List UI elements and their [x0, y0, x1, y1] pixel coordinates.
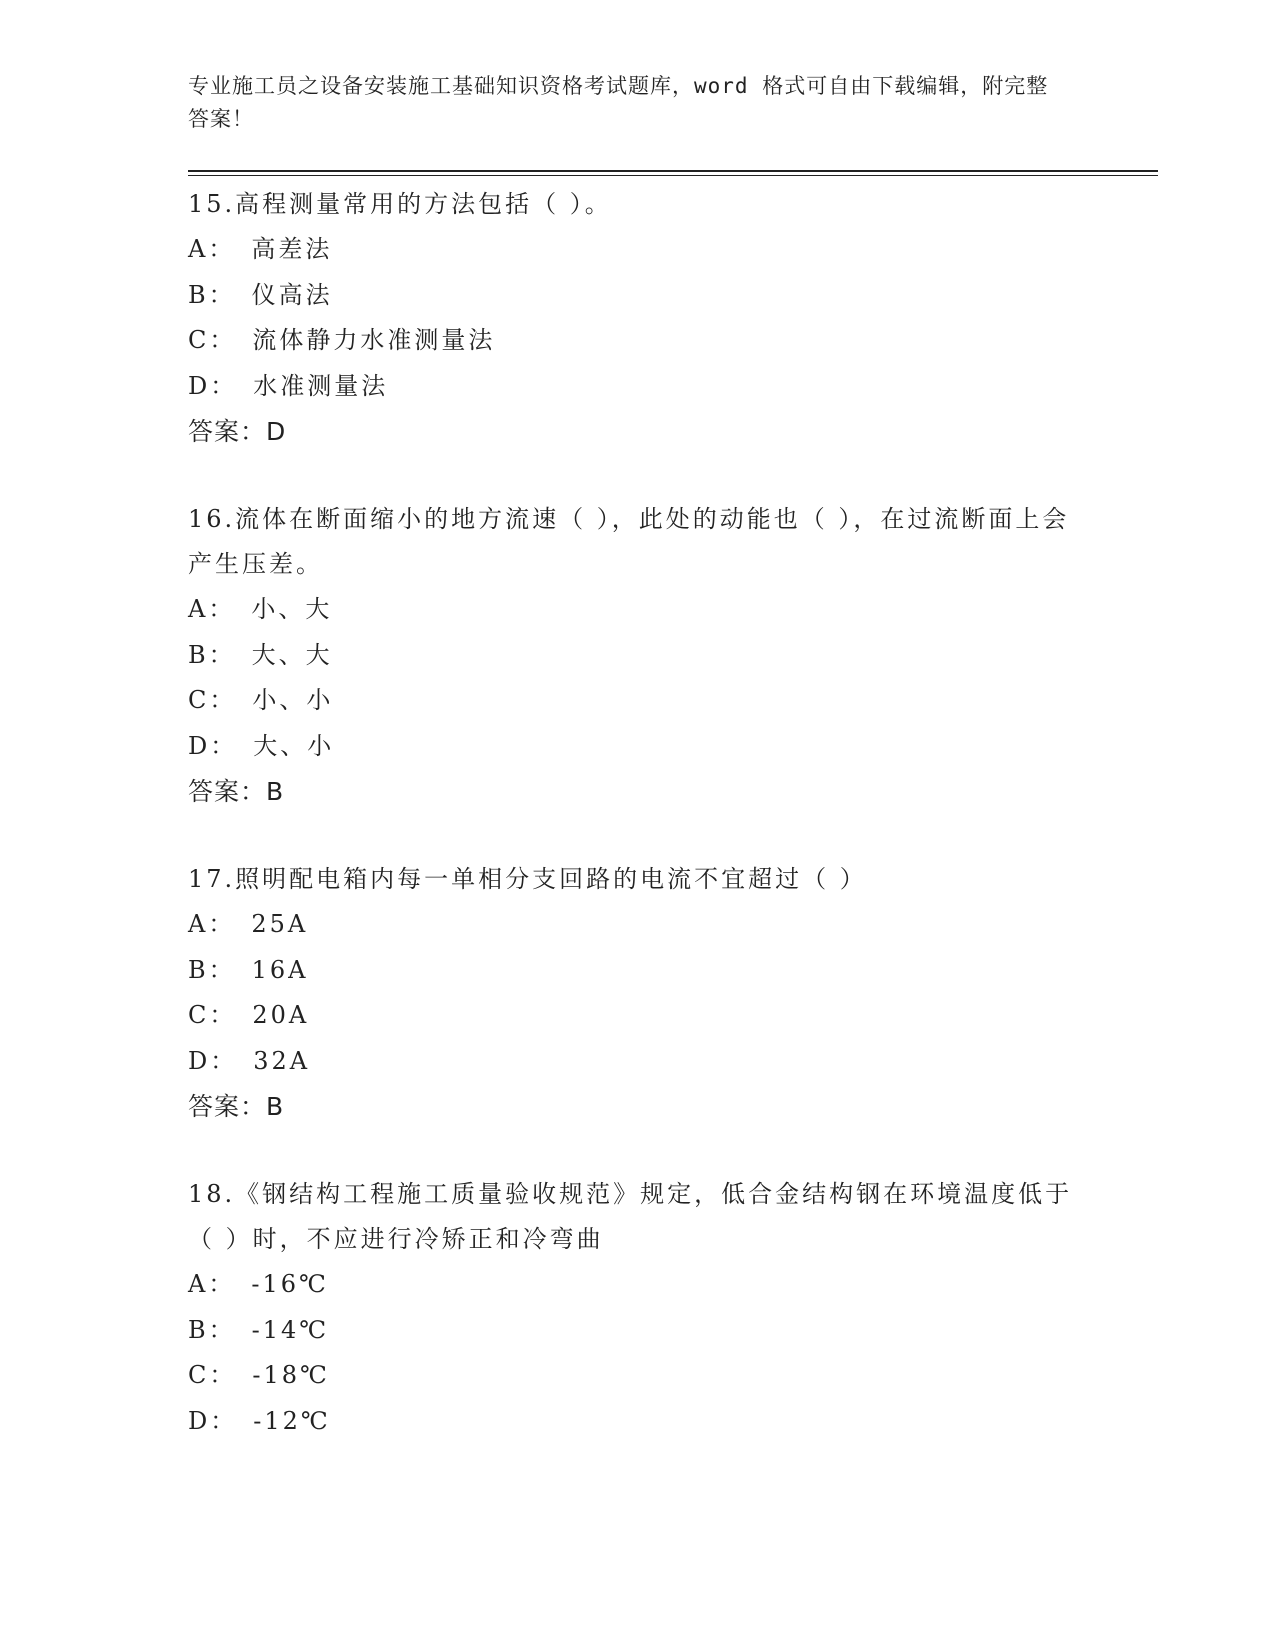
answer-line: 答案：B	[188, 777, 285, 806]
question-stem: 16.流体在断面缩小的地方流速（ ），此处的动能也（ ），在过流断面上会产生压差。	[188, 505, 1070, 578]
option-key: B：	[188, 280, 236, 309]
question-stem: 15.高程测量常用的方法包括（ ）。	[188, 190, 612, 218]
option-text: 水准测量法	[253, 371, 389, 400]
question-stem: 18.《钢结构工程施工质量验收规范》规定，低合金结构钢在环境温度低于（ ）时，不应进行冷矫正和冷弯曲	[188, 1180, 1073, 1253]
option-a	[188, 227, 1158, 273]
question-15	[188, 182, 1158, 455]
option-text: 32A	[253, 1046, 311, 1075]
question-spacer	[188, 455, 1158, 497]
option-key: C：	[188, 686, 237, 714]
option-a	[188, 902, 1158, 948]
option-b	[188, 1308, 1158, 1354]
option-c	[188, 993, 1158, 1039]
option-key: A：	[188, 1270, 236, 1298]
option-key: B：	[188, 1315, 236, 1344]
question-spacer	[188, 1130, 1158, 1172]
document-page	[188, 70, 1158, 1444]
option-key: B：	[188, 955, 236, 984]
option-key: A：	[188, 595, 236, 623]
option-text: -14℃	[251, 1315, 330, 1344]
option-key: A：	[188, 235, 236, 263]
option-b	[188, 273, 1158, 319]
option-text: -16℃	[251, 1270, 329, 1298]
answer-line: 答案：D	[188, 417, 287, 446]
question-17	[188, 857, 1158, 1130]
option-text: -18℃	[252, 1361, 330, 1389]
option-d	[188, 1399, 1158, 1445]
option-d	[188, 724, 1158, 770]
option-key: C：	[188, 326, 237, 354]
option-text: 16A	[251, 955, 309, 984]
option-c	[188, 678, 1158, 724]
option-c	[188, 318, 1158, 364]
option-key: D：	[188, 371, 238, 400]
document-header: 专业施工员之设备安装施工基础知识资格考试题库，word 格式可自由下载编辑，附完整答案！	[188, 74, 1049, 131]
question-16	[188, 497, 1158, 815]
option-key: D：	[188, 1406, 238, 1435]
option-key: A：	[188, 910, 236, 938]
option-key: C：	[188, 1001, 237, 1029]
option-d	[188, 364, 1158, 410]
option-text: 大、大	[251, 640, 333, 669]
option-b	[188, 948, 1158, 994]
question-stem: 17.照明配电箱内每一单相分支回路的电流不宜超过（ ）	[188, 865, 867, 893]
option-key: B：	[188, 640, 236, 669]
option-a	[188, 1262, 1158, 1308]
option-text: 20A	[252, 1001, 310, 1029]
question-18	[188, 1172, 1158, 1444]
option-text: -12℃	[253, 1406, 331, 1435]
answer-line: 答案：B	[188, 1092, 285, 1121]
option-key: D：	[188, 731, 238, 760]
option-text: 仪高法	[251, 280, 333, 309]
option-text: 小、小	[252, 686, 334, 714]
header-double-rule	[188, 170, 1158, 176]
option-text: 流体静力水准测量法	[252, 326, 496, 354]
option-text: 大、小	[253, 731, 335, 760]
question-list	[188, 182, 1158, 1444]
option-text: 高差法	[251, 235, 333, 263]
option-text: 小、大	[251, 595, 333, 623]
option-key: D：	[188, 1046, 238, 1075]
option-a	[188, 587, 1158, 633]
option-text: 25A	[251, 910, 309, 938]
option-d	[188, 1039, 1158, 1085]
question-spacer	[188, 815, 1158, 857]
option-b	[188, 633, 1158, 679]
option-key: C：	[188, 1361, 237, 1389]
option-c	[188, 1353, 1158, 1399]
